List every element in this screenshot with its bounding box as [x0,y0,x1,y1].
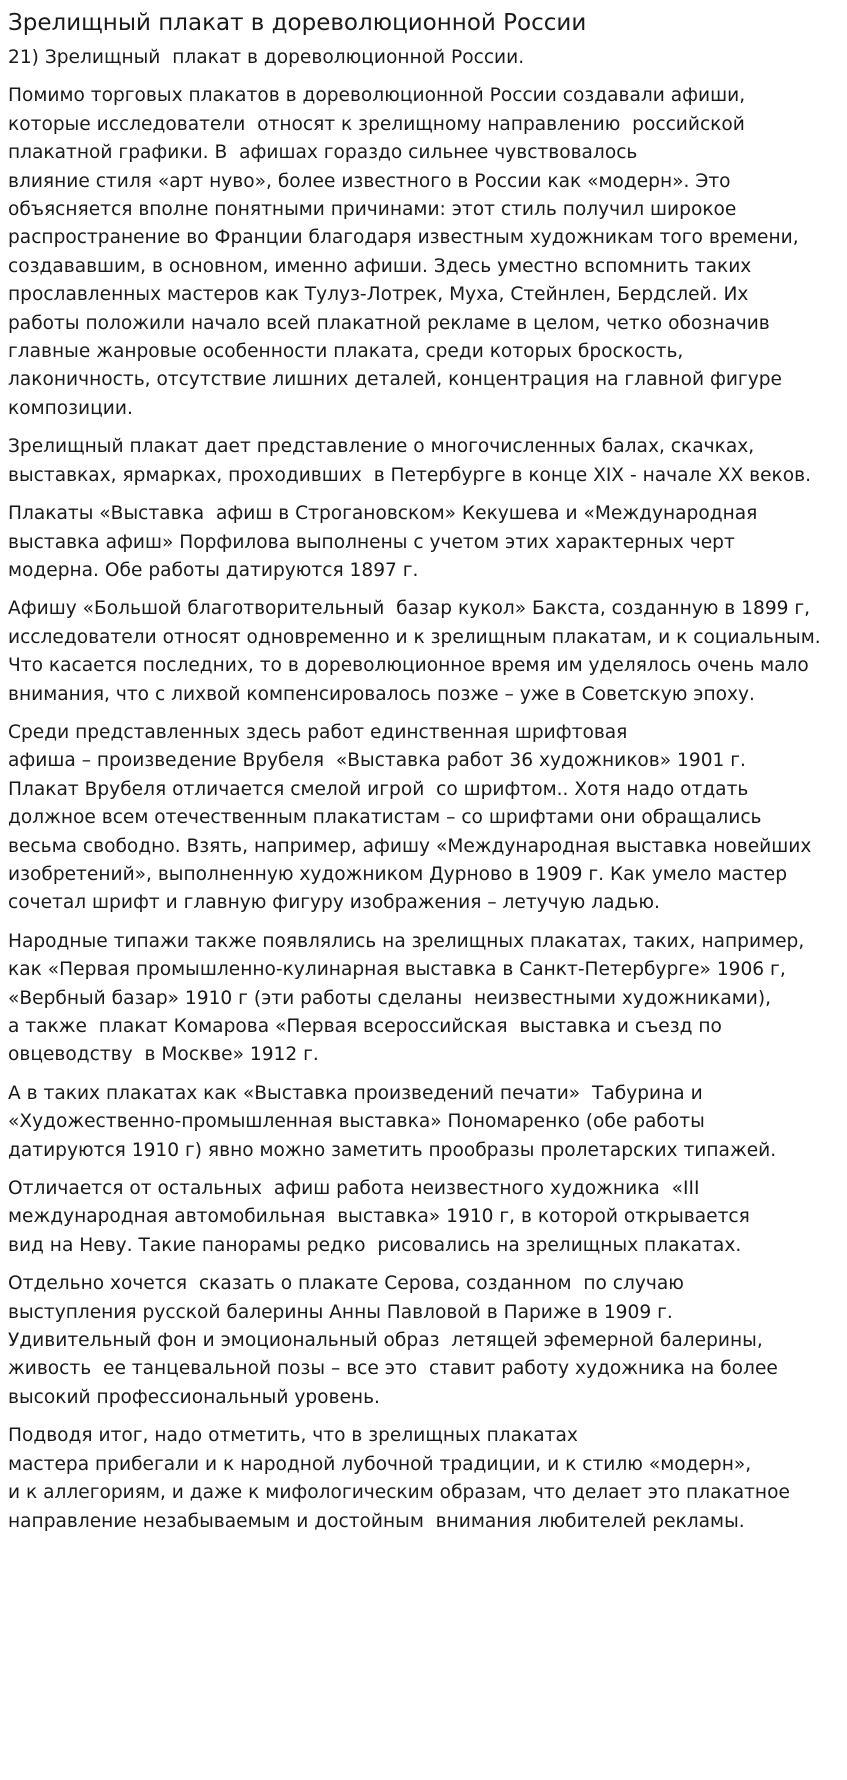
paragraph-3: Плакаты «Выставка афиш в Строгановском» Кекушева и «Международная выставка афиш» Порфилова выполнены с учетом этих характерных черт модерна. Обе работы датируются 1897 г. [8,503,758,581]
paragraph-2: Зрелищный плакат дает представление о многочисленных балах, скачках, выставках, ярмарках, проходивших в Петербурге в конце XIX - начале XX веков. [8,436,811,486]
paragraph-5: Среди представленных здесь работ единственная шрифтовая афиша – произведение Врубеля «Выставка работ 36 художников» 1901 г. Плакат Врубеля отличается смелой игрой со шрифтом.. Хотя надо отдать должное всем отечественным плакатистам – со шрифтами они обращались весьма свободно. Взять, например, афишу «Международная выставка новейших изобретений», выполненную художником Дурново в 1909 г. Как умело мастер сочетал шрифт и главную фигуру изображения – летучую ладью. [8,721,812,914]
article-subtitle: 21) Зрелищный плакат в дореволюционной России. [8,47,525,68]
paragraph-6: Народные типажи также появлялись на зрелищных плакатах, таких, например, как «Первая промышленно-кулинарная выставка в Санкт-Петербурге» 1906 г, «Вербный базар» 1910 г (эти работы сделаны неизвестными художниками), а также плакат Комарова «Первая всероссийская выставка и съезд по овцеводству в Москве» 1912 г. [8,930,805,1066]
paragraph-4: Афишу «Большой благотворительный базар кукол» Бакста, созданную в 1899 г, исследователи относят одновременно и к зрелищным плакатам, и к социальным. Что касается последних, то в дореволюционное время им уделялось очень мало внимания, что с лихвой компенсировалось позже – уже в Советскую эпоху. [8,598,821,705]
paragraph-8: Отличается от остальных афиш работа неизвестного художника «III международная автомобильная выставка» 1910 г, в которой открывается вид на Неву. Такие панорамы редко рисовались на зрелищных плакатах. [8,1178,750,1256]
paragraph-1: Помимо торговых плакатов в дореволюционной России создавали афиши, которые исследователи относят к зрелищному направлению российской плакатной графики. В афишах гораздо сильнее чувствовалось влияние стиля «арт нуво», более известного в России как «модерн». Это объясняется вполне понятными причинами: этот стиль получил широкое распространение во Франции благодаря известным художникам того времени, создававшим, в основном, именно афиши. Здесь уместно вспомнить таких прославленных мастеров как Тулуз-Лотрек, Муха, Стейнлен, Бердслей. Их работы положили начало всей плакатной рекламе в целом, четко обозначив главные жанровые особенности плаката, среди которых броскость, лаконичность, отсутствие лишних деталей, концентрация на главной фигуре композиции. [8,85,799,419]
paragraph-7: А в таких плакатах как «Выставка произведений печати» Табурина и «Художественно-промышленная выставка» Пономаренко (обе работы датируются 1910 г) явно можно заметить прообразы пролетарских типажей. [8,1082,777,1161]
paragraph-10: Подводя итог, надо отметить, что в зрелищных плакатах мастера прибегали и к народной лубочной традиции, и к стилю «модерн», и к аллегориям, и даже к мифологическим образам, что делает это плакатное направление незабываемым и достойным внимания любителей рекламы. [8,1425,790,1532]
paragraph-9: Отдельно хочется сказать о плакате Серова, созданном по случаю выступления русской балерины Анны Павловой в Париже в 1909 г. Удивительный фон и эмоциональный образ летящей эфемерной балерины, живость ее танцевальной позы – все это ставит работу художника на более высокий профессиональный уровень. [8,1273,778,1408]
page-title: Зрелищный плакат в дореволюционной России [8,10,587,36]
